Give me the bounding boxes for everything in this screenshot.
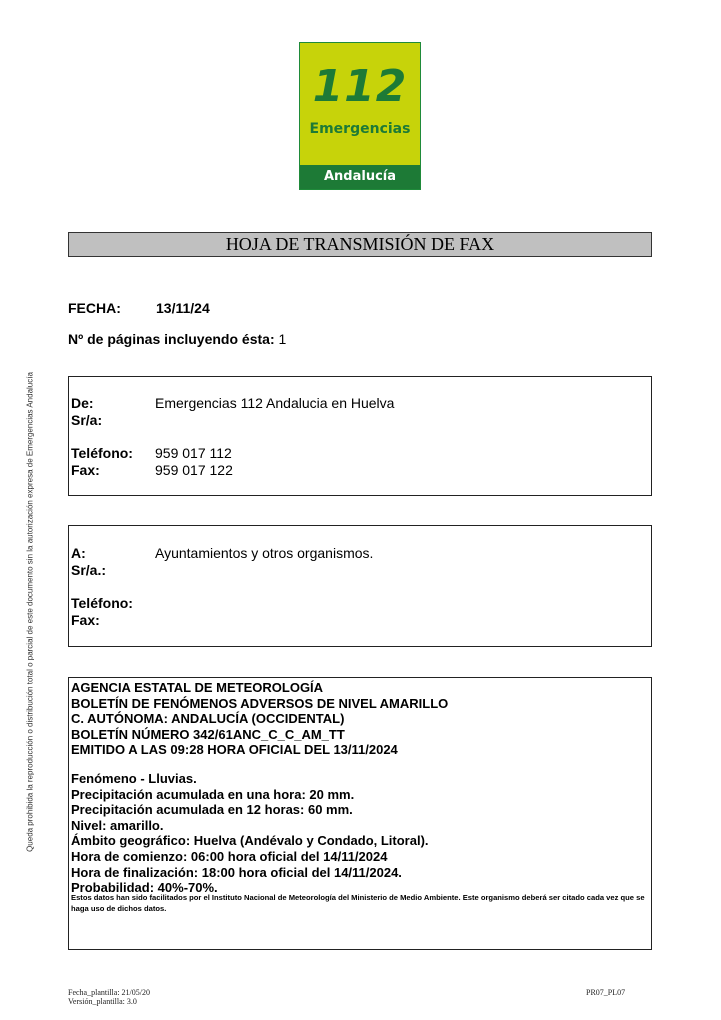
fax-label: Fax: [71,462,100,478]
fecha-value: 13/11/24 [156,300,210,316]
detail-line: Precipitación acumulada en una hora: 20 mm. [71,786,355,802]
logo-number: 112 [312,61,408,112]
bulletin-box [68,677,652,950]
telefono-label: Teléfono: [71,595,133,611]
emergencias-112-logo [299,42,421,190]
footer-fecha-plantilla: Fecha_plantilla: 21/05/20 [68,988,150,997]
side-copyright-notice: Queda prohibida la reproducción o distribución total o parcial de este documento sin la autorización expresa de Emergencias Andalucía [25,372,35,852]
sra-row [71,562,155,578]
telefono-label: Teléfono: [71,445,133,461]
de-value: Emergencias 112 Andalucia en Huelva [155,395,395,411]
bulletin-details [71,771,429,896]
bulletin-disclaimer: Estos datos han sido facilitados por el Instituto Nacional de Meteorología del Ministerio de Medio Ambiente. Este organismo deberá ser citado cada vez que se haga uso de dichos datos. [71,893,645,913]
de-row [71,395,394,411]
footer-version-plantilla: Versión_plantilla: 3.0 [68,997,137,1006]
detail-line: Precipitación acumulada en 12 horas: 60 mm. [71,802,353,818]
telefono-row [71,445,232,461]
detail-line: Probabilidad: 40%-70%. [71,880,218,896]
bulletin-header [71,680,448,758]
detail-line: Ámbito geográfico: Huelva (Andévalo y Condado, Litoral). [71,833,429,849]
a-label: A: [71,545,86,561]
bulletin-line: C. AUTÓNOMA: ANDALUCÍA (OCCIDENTAL) [71,711,345,727]
footer-template-info [68,988,150,1006]
bulletin-line: BOLETÍN DE FENÓMENOS ADVERSOS DE NIVEL AMARILLO [71,695,449,711]
a-value: Ayuntamientos y otros organismos. [155,545,374,561]
paginas-row [68,331,286,347]
document-title: HOJA DE TRANSMISIÓN DE FAX [68,232,652,257]
bulletin-line: BOLETÍN NÚMERO 342/61ANC_C_C_AM_TT [71,726,345,742]
bulletin-line: AGENCIA ESTATAL DE METEOROLOGÍA [71,680,324,695]
logo-region: Andalucía [300,165,420,189]
telefono-value: 959 017 112 [155,445,232,461]
logo-subtitle: Emergencias [309,121,411,137]
a-row [71,545,373,561]
fax-row [71,462,233,478]
paginas-label: Nº de páginas incluyendo ésta: [68,331,275,347]
fax-label: Fax: [71,612,100,628]
detail-line: Fenómeno - Lluvias. [71,771,197,786]
sra-row [71,412,155,428]
detail-line: Hora de comienzo: 06:00 hora oficial del 14/11/2024 [71,848,388,864]
telefono-row [71,595,155,611]
fax-value: 959 017 122 [155,462,233,478]
sra-label: Sr/a: [71,412,103,428]
paginas-value: 1 [278,331,287,347]
fax-row [71,612,155,628]
detail-line: Hora de finalización: 18:00 hora oficial del 14/11/2024. [71,864,402,880]
fecha-label: FECHA: [68,300,121,316]
sra-label: Sr/a.: [71,562,107,578]
fecha-row [68,300,210,316]
recipient-box [68,525,652,647]
footer-code: PR07_PL07 [586,988,626,997]
de-label: De: [71,395,94,411]
sender-box [68,376,652,496]
bulletin-line: EMITIDO A LAS 09:28 HORA OFICIAL DEL 13/11/2024 [71,742,398,758]
detail-line: Nivel: amarillo. [71,817,164,833]
